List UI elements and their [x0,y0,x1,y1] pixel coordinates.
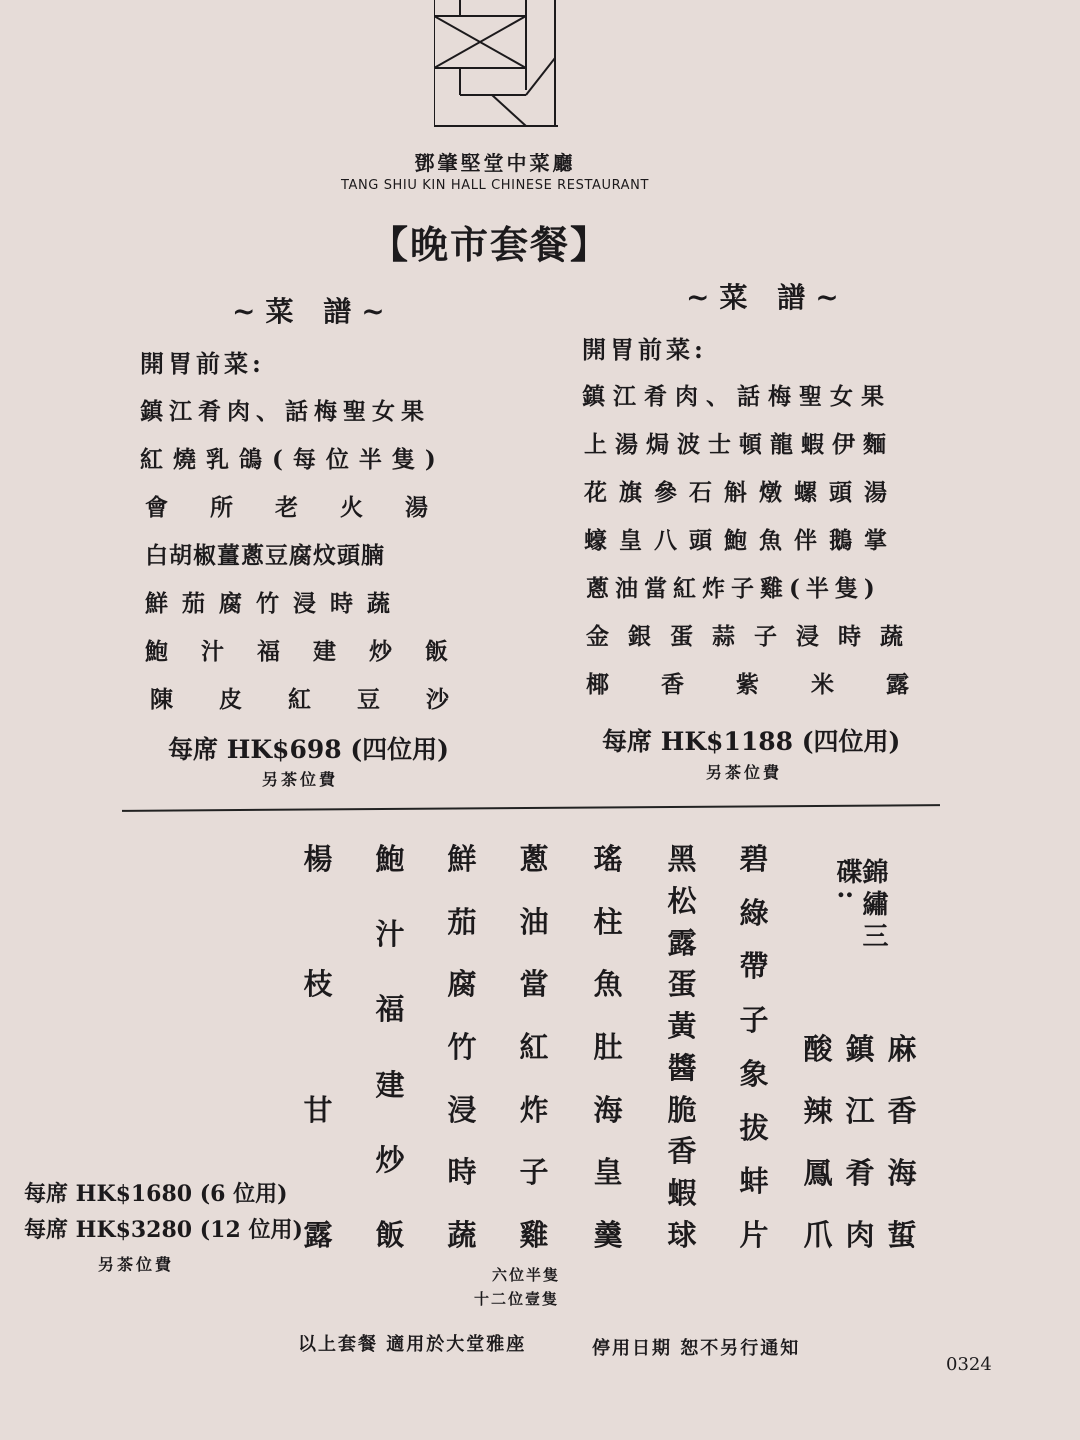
left-dish-4: 白胡椒薑蔥豆腐炆頭腩 [145,542,385,569]
vertical-char: 醬 [667,1050,697,1085]
vertical-char: 鮮 [447,842,477,876]
vertical-char: 紅 [519,1029,549,1064]
platter-item-1 [880,1032,924,1252]
right-menu-tea-note: 另茶位費 [706,763,783,782]
right-dish-6: 金銀蛋蒜子浸時蔬 [586,623,922,650]
banquet-dish-2 [660,842,704,1252]
vertical-char: 片 [739,1217,769,1252]
vertical-char: 辣 [803,1094,833,1128]
vertical-char: 鎮 [845,1032,875,1066]
vertical-char: 魚 [593,967,623,1002]
banquet-dish-1 [732,842,776,1252]
left-dish-5: 鮮茄腐竹浸時蔬 [145,590,404,617]
vertical-char: 爪 [803,1218,833,1252]
vertical-char: 露 [303,1217,333,1252]
vertical-char: 枝 [303,967,333,1002]
footer-applicable: 以上套餐 適用於大堂雅座 [298,1334,527,1355]
vertical-char: 黃 [667,1009,697,1044]
left-dish-7: 陳皮紅豆沙 [150,686,495,713]
vertical-char: 黑 [667,842,697,876]
banquet-dish-5 [440,842,484,1252]
vertical-char: 香 [667,1134,697,1169]
vertical-char: 飯 [375,1217,405,1252]
vertical-char: 香 [887,1094,917,1128]
vertical-char: 時 [447,1155,477,1190]
right-menu-price: 每席 HK$1188 (四位用) [602,727,901,756]
vertical-char: 蝦 [667,1176,697,1211]
banquet-dish-3 [586,842,630,1252]
right-dish-7: 椰香紫米露 [586,671,961,698]
vertical-char: 麻 [887,1032,917,1066]
banquet-tea-note: 另茶位費 [98,1255,175,1274]
vertical-char: 茄 [447,904,477,939]
vertical-char: 鮑 [375,842,405,876]
vertical-char: 脆 [667,1092,697,1127]
vertical-char: 肉 [845,1218,875,1252]
right-dish-2: 上湯焗波士頓龍蝦伊麵 [584,431,894,458]
vertical-char: 柱 [593,904,623,939]
chicken-note-twelve: 十二位壹隻 [474,1290,560,1308]
vertical-char: 球 [667,1217,697,1252]
restaurant-name-english: TANG SHIU KIN HALL CHINESE RESTAURANT [340,178,650,193]
restaurant-name-chinese: 鄧肇堅堂中菜廳 [414,151,576,175]
vertical-char: 蔥 [519,842,549,876]
left-dish-3: 會所老火湯 [145,494,470,521]
vertical-char: 炒 [375,1142,405,1177]
vertical-char: 松 [667,883,697,918]
vertical-char: 楊 [303,842,333,876]
vertical-char: 帶 [739,949,769,984]
vertical-char: 腐 [447,967,477,1002]
vertical-char: 雞 [519,1217,549,1252]
vertical-char: 竹 [447,1029,477,1064]
vertical-char: 當 [519,967,549,1002]
vertical-char: 肚 [593,1029,623,1064]
footer-notice: 停用日期 恕不另行通知 [592,1338,801,1359]
vertical-char: 瑤 [593,842,623,876]
platter-title-column: 錦繡三碟: [832,858,888,954]
vertical-char: 蔬 [447,1217,477,1252]
vertical-char: 羹 [593,1217,623,1252]
vertical-char: 肴 [845,1156,875,1190]
right-dish-5: 蔥油當紅炸子雞(半隻) [586,575,881,602]
left-menu-section-title: 開胃前菜: [140,349,265,378]
vertical-char: 子 [739,1003,769,1038]
vertical-char: 江 [845,1094,875,1128]
vertical-char: 汁 [375,917,405,952]
vertical-char: 海 [593,1092,623,1127]
vertical-char: 象 [739,1056,769,1091]
vertical-char: 炸 [519,1092,549,1127]
vertical-char: 福 [375,992,405,1027]
left-menu-heading: ~菜 譜~ [232,295,395,328]
banquet-price-6: 每席 HK$1680 (6 位用) [24,1181,288,1207]
restaurant-logo-icon [434,0,558,130]
left-dish-6: 鮑汁福建炒飯 [145,638,481,665]
banquet-dish-6 [368,842,412,1252]
vertical-char: 建 [375,1067,405,1102]
vertical-char: 綠 [739,895,769,930]
right-menu-heading: ~菜 譜~ [686,281,849,314]
left-dish-1: 鎮江肴肉、話梅聖女果 [140,398,430,425]
vertical-char: 油 [519,904,549,939]
vertical-char: 鳳 [803,1156,833,1190]
vertical-char: 酸 [803,1032,833,1066]
vertical-char: 蛋 [667,967,697,1002]
section-divider [122,804,940,812]
vertical-char: 蚌 [739,1164,769,1199]
vertical-char: 露 [667,925,697,960]
platter-item-3 [796,1032,840,1252]
vertical-char: 子 [519,1155,549,1190]
chicken-note-six: 六位半隻 [492,1266,561,1284]
vertical-char: 碧 [739,842,769,876]
left-menu-tea-note: 另茶位費 [262,770,339,789]
platter-item-2 [838,1032,882,1252]
menu-code: 0324 [946,1354,992,1375]
vertical-char: 皇 [593,1155,623,1190]
left-dish-2: 紅燒乳鴿(每位半隻) [140,446,446,473]
banquet-dish-4 [512,842,556,1252]
menu-title: 【晚市套餐】 [369,222,610,267]
vertical-char: 蜇 [887,1218,917,1252]
vertical-char: 拔 [739,1110,769,1145]
left-menu-price: 每席 HK$698 (四位用) [168,735,449,764]
right-dish-4: 蠔皇八頭鮑魚伴鵝掌 [584,527,899,554]
right-menu-section-title: 開胃前菜: [582,335,707,364]
right-dish-1: 鎮江肴肉、話梅聖女果 [582,383,892,410]
banquet-price-12: 每席 HK$3280 (12 位用) [24,1217,303,1243]
banquet-dish-7 [296,842,340,1252]
right-dish-3: 花旗參石斛燉螺頭湯 [584,479,899,506]
vertical-char: 海 [887,1156,917,1190]
vertical-char: 浸 [447,1092,477,1127]
vertical-char: 甘 [303,1092,333,1127]
